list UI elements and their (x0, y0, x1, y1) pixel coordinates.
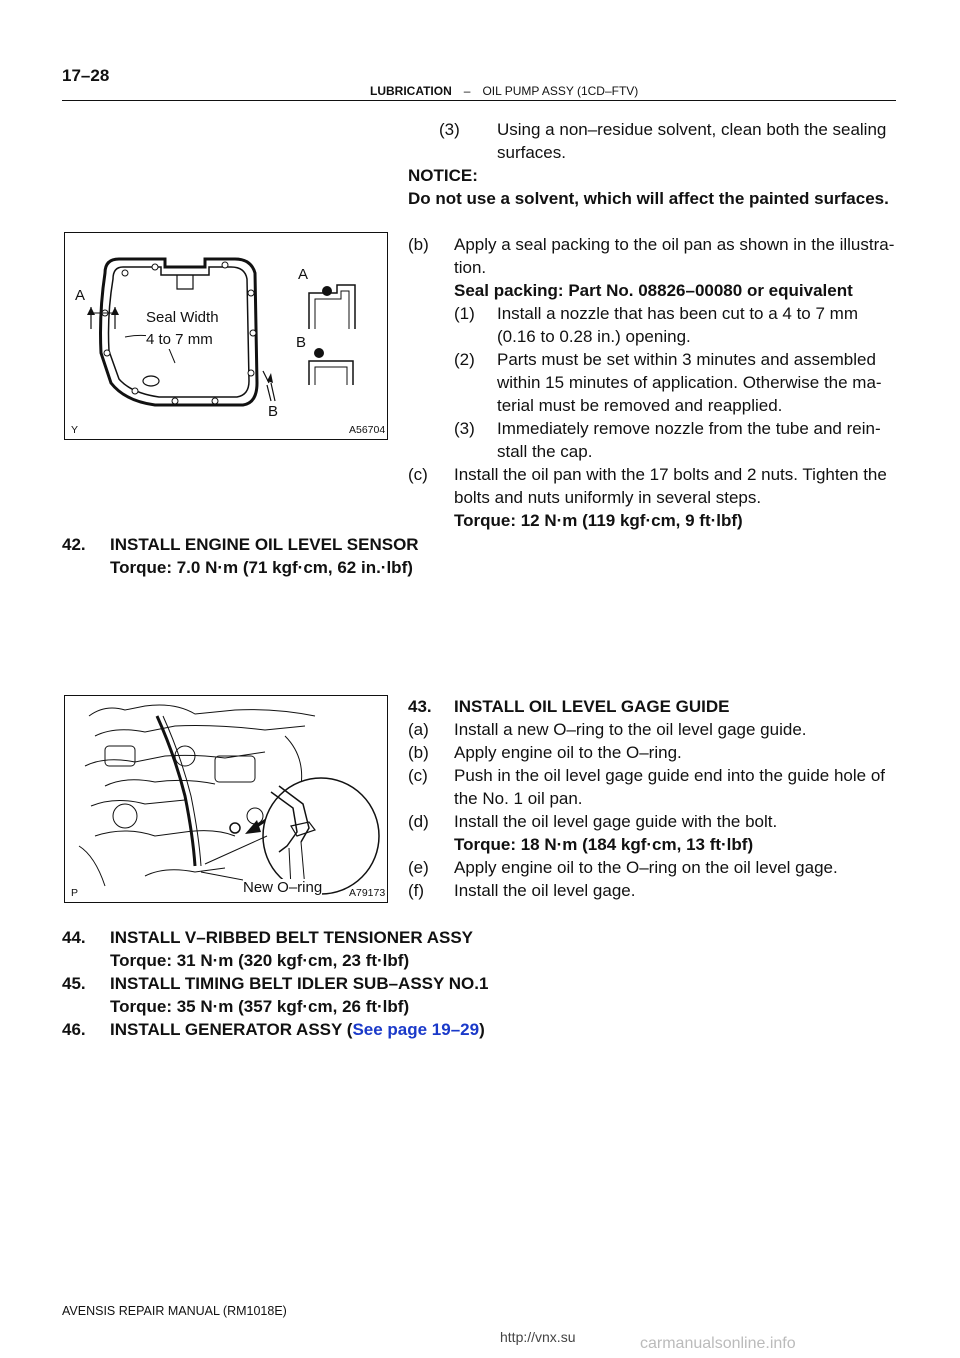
step44-title: INSTALL V–RIBBED BELT TENSIONER ASSY (110, 928, 474, 947)
step43-title: INSTALL OIL LEVEL GAGE GUIDE (454, 697, 730, 716)
figure-oil-pan-seal (64, 232, 388, 440)
step-b3-line1: Immediately remove nozzle from the tube and rein- (497, 419, 881, 438)
step-b-line1: Apply a seal packing to the oil pan as shown in the illustra- (454, 235, 895, 254)
manual-footer: AVENSIS REPAIR MANUAL (RM1018E) (62, 1304, 287, 1318)
step-c-line2: bolts and nuts uniformly in several steps. (454, 488, 762, 507)
step45-title: INSTALL TIMING BELT IDLER SUB–ASSY NO.1 (110, 974, 489, 993)
figure-corner-mark: P (71, 887, 79, 899)
step-c-line1: Install the oil pan with the 17 bolts and 2 nuts. Tighten the (454, 465, 887, 484)
step-b1-line2: (0.16 to 0.28 in.) opening. (497, 327, 691, 346)
step43-f-text: Install the oil level gage. (454, 881, 636, 900)
step43-d-text: Install the oil level gage guide with the bolt. (454, 812, 778, 831)
notice-text: Do not use a solvent, which will affect the painted surfaces. (408, 189, 889, 208)
running-header (370, 84, 638, 98)
step-b-number: (b) (408, 235, 429, 254)
step3-line1: Using a non–residue solvent, clean both the sealing (497, 120, 887, 139)
see-page-link[interactable]: See page 19–29 (352, 1020, 480, 1039)
step43-e-number: (e) (408, 858, 429, 877)
label-b-bottom: B (268, 403, 279, 420)
page-number: 17–28 (62, 66, 110, 85)
step46-number: 46. (62, 1020, 86, 1039)
seal-packing-spec: Seal packing: Part No. 08826–00080 or equivalent (454, 281, 853, 300)
step45-torque: Torque: 35 N·m (357 kgf·cm, 26 ft·lbf) (110, 997, 410, 1016)
label-a-left: A (75, 287, 86, 304)
step46-title-close: ) (479, 1020, 485, 1039)
label-b-right: B (296, 334, 307, 351)
step43-number: 43. (408, 697, 432, 716)
step-c-number: (c) (408, 465, 428, 484)
figure-gage-guide (64, 695, 388, 903)
step-b2-number: (2) (454, 350, 475, 369)
step-b2-line2: within 15 minutes of application. Otherwise the ma- (497, 373, 882, 392)
header-subsection: OIL PUMP ASSY (1CD–FTV) (482, 84, 639, 98)
step-b3-number: (3) (454, 419, 475, 438)
step43-e-text: Apply engine oil to the O–ring on the oil level gage. (454, 858, 838, 877)
step42-number: 42. (62, 535, 86, 554)
step42-title: INSTALL ENGINE OIL LEVEL SENSOR (110, 535, 419, 554)
notice-title: NOTICE: (408, 166, 478, 185)
figure-code: A79173 (349, 887, 386, 899)
figure-code: A56704 (349, 424, 386, 436)
step43-f-number: (f) (408, 881, 425, 900)
header-separator: – (463, 84, 471, 98)
label-new-oring: New O–ring (243, 879, 323, 896)
step3-number: (3) (439, 120, 460, 139)
step-b2-line1: Parts must be set within 3 minutes and assembled (497, 350, 876, 369)
seal-width-label: Seal Width (146, 309, 219, 326)
step-c-torque: Torque: 12 N·m (119 kgf·cm, 9 ft·lbf) (454, 511, 743, 530)
step43-b-number: (b) (408, 743, 429, 762)
step43-a-text: Install a new O–ring to the oil level gage guide. (454, 720, 807, 739)
step-b1-number: (1) (454, 304, 475, 323)
site-watermark: carmanualsonline.info (640, 1335, 796, 1352)
step43-c-line2: the No. 1 oil pan. (454, 789, 583, 808)
header-rule (62, 100, 896, 101)
step3-line2: surfaces. (497, 143, 566, 162)
oil-pan-illustration (65, 233, 387, 439)
step43-c-number: (c) (408, 766, 428, 785)
step44-number: 44. (62, 928, 86, 947)
step45-number: 45. (62, 974, 86, 993)
seal-width-value: 4 to 7 mm (146, 331, 213, 348)
step43-a-number: (a) (408, 720, 429, 739)
step43-d-torque: Torque: 18 N·m (184 kgf·cm, 13 ft·lbf) (454, 835, 754, 854)
step43-c-line1: Push in the oil level gage guide end into the guide hole of (454, 766, 885, 785)
step-b3-line2: stall the cap. (497, 442, 593, 461)
step43-b-text: Apply engine oil to the O–ring. (454, 743, 682, 762)
watermark-url: http://vnx.su (500, 1329, 576, 1345)
step44-torque: Torque: 31 N·m (320 kgf·cm, 23 ft·lbf) (110, 951, 410, 970)
step43-d-number: (d) (408, 812, 429, 831)
step-b2-line3: terial must be removed and reapplied. (497, 396, 783, 415)
label-a-right: A (298, 266, 309, 283)
figure-corner-mark: Y (71, 424, 79, 436)
step-b1-line1: Install a nozzle that has been cut to a 4 to 7 mm (497, 304, 858, 323)
header-section: LUBRICATION (370, 84, 452, 98)
step-b-line2: tion. (454, 258, 487, 277)
step46-title (110, 1018, 485, 1041)
step42-torque: Torque: 7.0 N·m (71 kgf·cm, 62 in.·lbf) (110, 558, 413, 577)
step46-title-text: INSTALL GENERATOR ASSY ( (110, 1020, 353, 1039)
engine-illustration (65, 696, 387, 902)
